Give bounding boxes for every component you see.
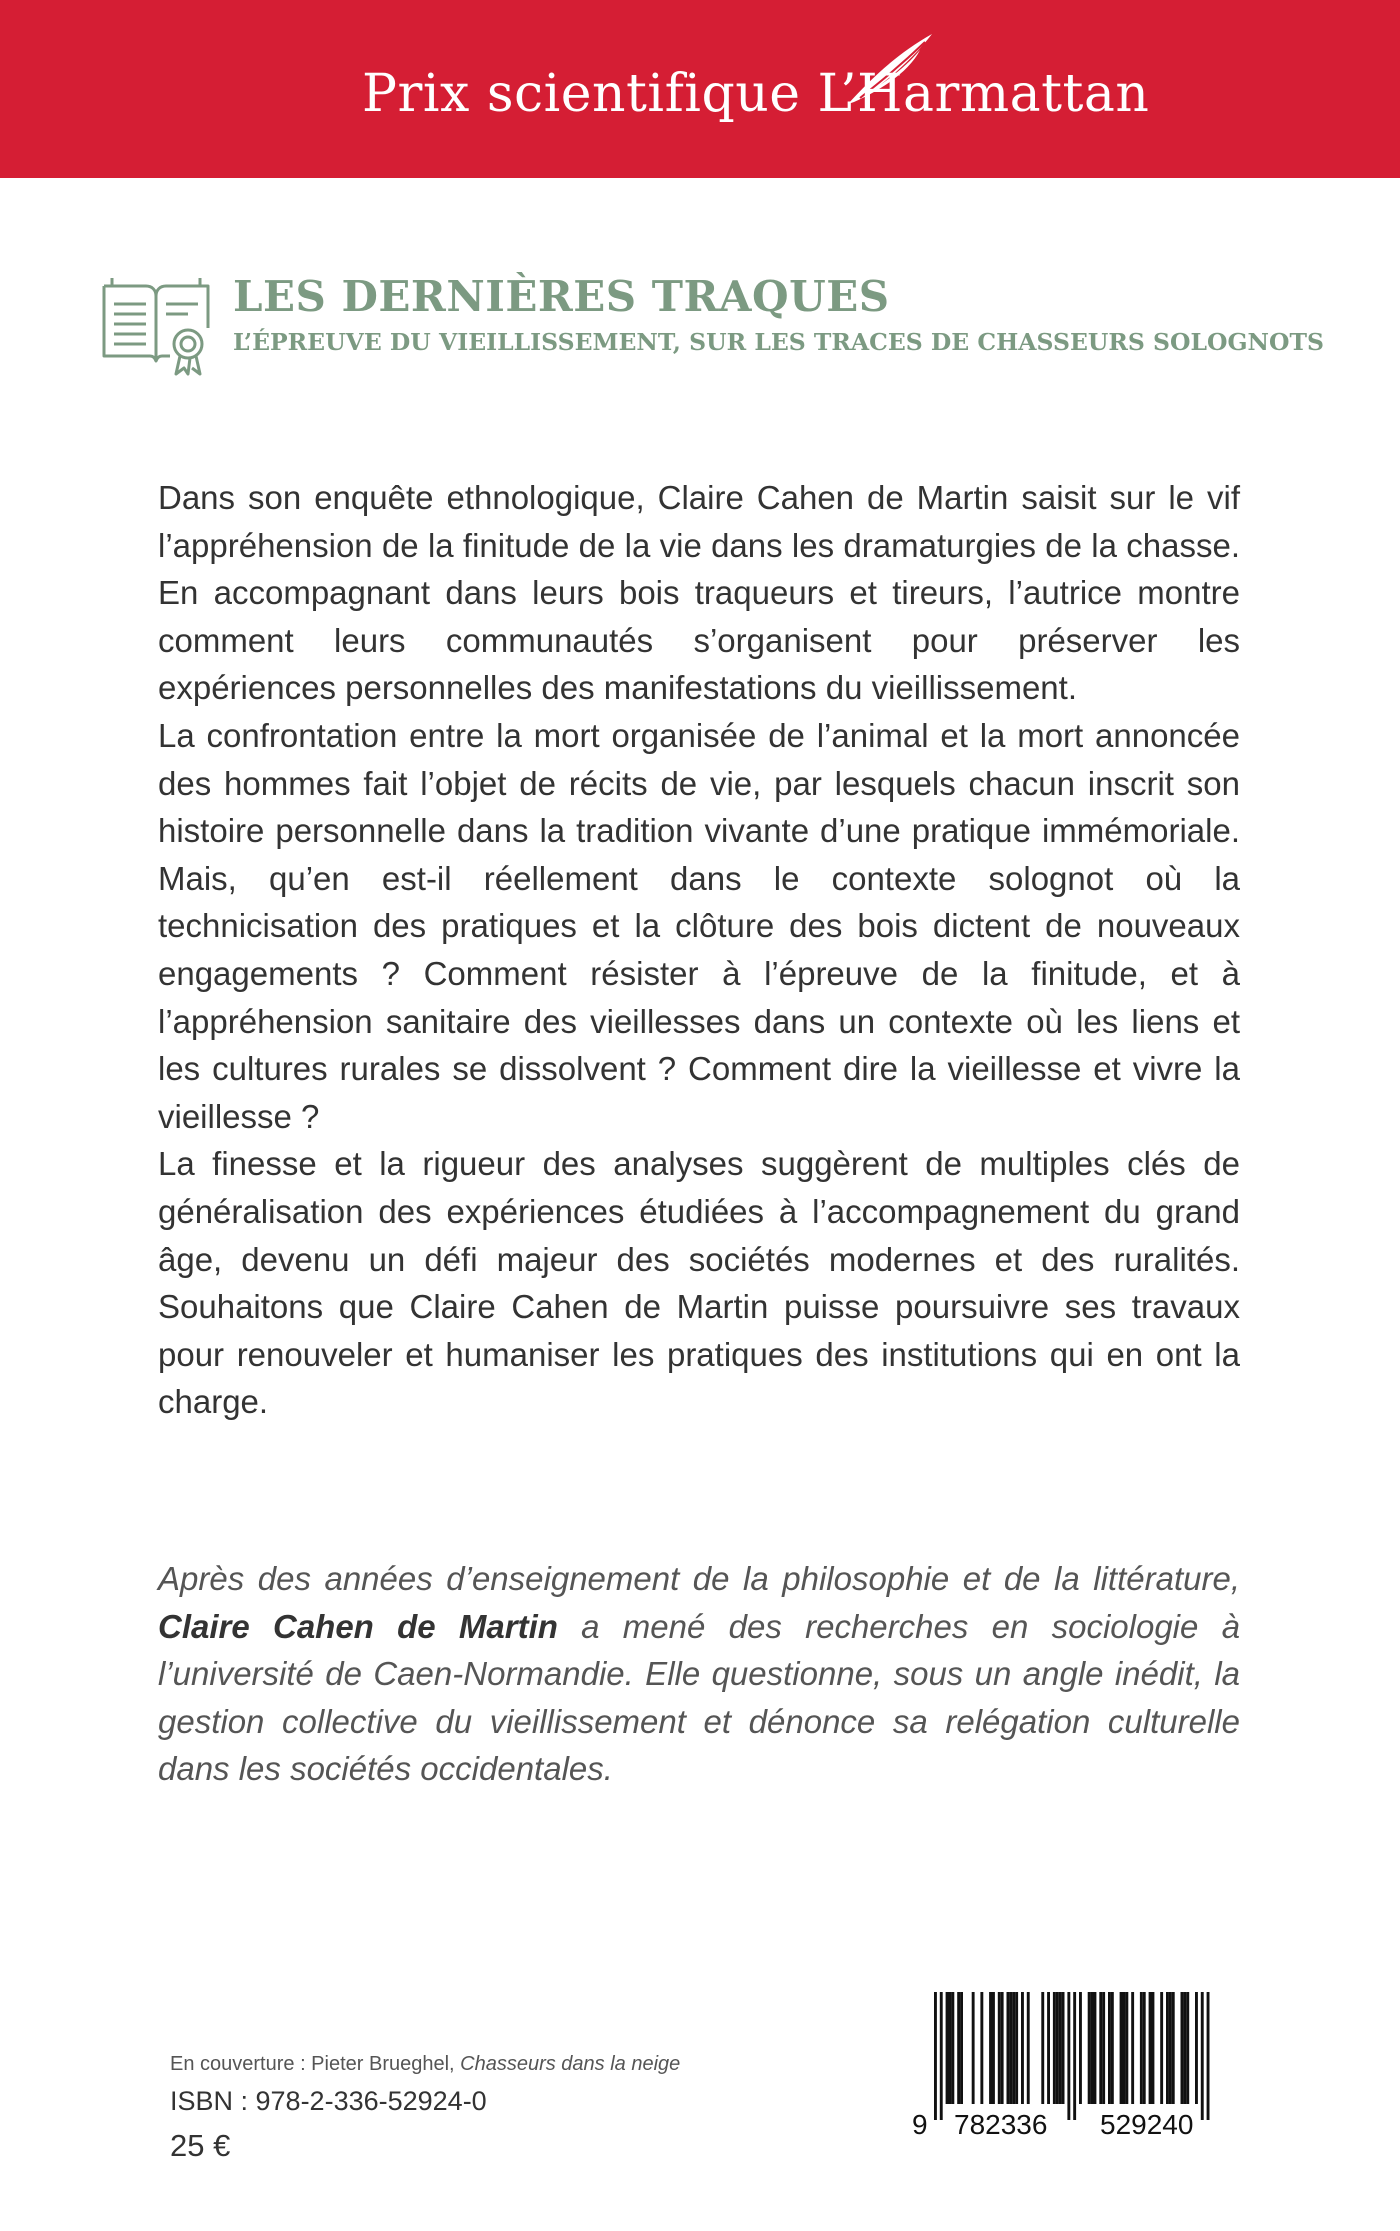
barcode-bar xyxy=(1160,1992,1163,2104)
barcode-bar xyxy=(940,1992,943,2120)
barcode-bar xyxy=(1056,1992,1059,2104)
header-banner xyxy=(0,0,1400,178)
barcode-bar xyxy=(1183,1992,1186,2104)
barcode-bar xyxy=(1207,1992,1210,2120)
barcode-bar xyxy=(1053,1992,1056,2104)
barcode-left-digits: 782336 xyxy=(954,2109,1048,2140)
cover-credit-prefix: En couverture : Pieter Brueghel, xyxy=(170,2053,461,2075)
barcode-bar xyxy=(946,1992,949,2104)
barcode-bar xyxy=(1102,1992,1105,2104)
barcode-bar xyxy=(1015,1992,1018,2104)
book-description xyxy=(158,474,1240,1426)
barcode-bar xyxy=(1131,1992,1134,2104)
barcode-bar xyxy=(1094,1992,1097,2104)
description-paragraph-2: La confrontation entre la mort organisée de l’animal et la mort annoncée des hommes fait l’objet de récits de vie, par lesquels chacun inscrit son histoire personnelle dans la tradition vivante d’une pratique immémoriale. Mais, qu’en est-il réellement dans le contexte solognot où la technicisation des pratiques et la clôture des bois dictent de nouveaux engagements ? Comment résister à l’épreuve de la finitude, et à l’appréhension sanitaire des vieillesses dans un contexte où les liens et les cultures rurales se dissolvent ? Comment dire la vieillesse et vivre la vieillesse ? xyxy=(158,716,1240,1135)
barcode-bar xyxy=(1041,1992,1044,2104)
barcode-bar xyxy=(949,1992,952,2104)
cover-credit xyxy=(170,2053,680,2076)
book-certificate-icon xyxy=(100,272,212,376)
barcode-bar xyxy=(1021,1992,1024,2104)
barcode-bar xyxy=(1091,1992,1094,2104)
barcode-bar xyxy=(1186,1992,1189,2104)
barcode-bar xyxy=(1007,1992,1010,2104)
barcode-bar xyxy=(1172,1992,1175,2104)
prize-label: Prix scientifique L’Harmattan xyxy=(362,64,1150,124)
barcode-bar xyxy=(1149,1992,1152,2104)
isbn: ISBN : 978-2-336-52924-0 xyxy=(170,2086,487,2116)
barcode-bar xyxy=(1201,1992,1204,2120)
barcode-bar xyxy=(934,1992,937,2120)
barcode-bar xyxy=(1123,1992,1126,2104)
barcode-bar xyxy=(1111,1992,1114,2104)
barcode-bar xyxy=(960,1992,963,2104)
author-bio xyxy=(158,1555,1240,1793)
book-subtitle: L’ÉPREUVE DU VIEILLISSEMENT, SUR LES TRACES DE CHASSEURS SOLOGNOTS xyxy=(233,328,1324,356)
barcode-bar xyxy=(972,1992,975,2104)
barcode-bar xyxy=(1027,1992,1030,2104)
barcode-bar xyxy=(1062,1992,1065,2104)
cover-painting-title: Chasseurs dans la neige xyxy=(460,2053,681,2075)
barcode-bar xyxy=(1012,1992,1015,2104)
barcode-bar xyxy=(1125,1992,1128,2104)
barcode-bar xyxy=(998,1992,1001,2104)
barcode-bar xyxy=(957,1992,960,2104)
book-title: LES DERNIÈRES TRAQUES xyxy=(233,272,890,321)
barcode-right-digits: 529240 xyxy=(1100,2109,1194,2140)
barcode-bar xyxy=(1195,1992,1198,2104)
price: 25 € xyxy=(170,2128,231,2163)
barcode-bar xyxy=(1169,1992,1172,2104)
barcode-bar xyxy=(1181,1992,1184,2104)
barcode-bar xyxy=(1120,1992,1123,2104)
barcode-bar xyxy=(1166,1992,1169,2104)
barcode-bar xyxy=(1059,1992,1062,2104)
description-paragraph-1: Dans son enquête ethnologique, Claire Cahen de Martin saisit sur le vif l’appréhension de la finitude de la vie dans les dramaturgies de la chasse. En accompagnant dans leurs bois traqueurs et tireurs, l’autrice montre comment leurs communautés s’organisent pour préserver les expériences personnelles des manifestations du vieillissement. xyxy=(158,479,1240,707)
barcode-bar xyxy=(1009,1992,1012,2104)
barcode-bar xyxy=(1001,1992,1004,2104)
barcode-bar xyxy=(989,1992,992,2104)
author-name: Claire Cahen de Martin xyxy=(158,1607,558,1645)
bio-rest: a mené des recherches en sociologie à l’université de Caen-Normandie. Elle questionne, sous un angle inédit, la gestion collective du vieillissement et dénonce sa relégation culturelle dans les sociétés occidentales. xyxy=(158,1607,1240,1788)
barcode-bar xyxy=(1143,1992,1146,2104)
barcode-bar xyxy=(1079,1992,1082,2104)
barcode-bar xyxy=(992,1992,995,2104)
barcode-bar xyxy=(1047,1992,1050,2104)
barcode-bar xyxy=(1073,1992,1076,2120)
bio-intro: Après des années d’enseignement de la philosophie et de la littérature, xyxy=(158,1560,1240,1597)
barcode-lead-digit: 9 xyxy=(912,2109,928,2140)
barcode-bars xyxy=(934,1992,1210,2120)
barcode-bar xyxy=(1140,1992,1143,2104)
barcode-bar xyxy=(1088,1992,1091,2104)
barcode-bar xyxy=(1108,1992,1111,2104)
barcode-bar xyxy=(1067,1992,1070,2120)
barcode xyxy=(904,1990,1234,2140)
barcode-bar xyxy=(951,1992,954,2104)
barcode-bar xyxy=(980,1992,983,2104)
barcode-bar xyxy=(1099,1992,1102,2104)
barcode-bar xyxy=(1152,1992,1155,2104)
description-paragraph-3: La finesse et la rigueur des analyses suggèrent de multiples clés de généralisation des expériences étudiées à l’accompagnement du grand âge, devenu un défi majeur des sociétés modernes et des ruralités. Souhaitons que Claire Cahen de Martin puisse poursuivre ses travaux pour renouveler et humaniser les pratiques des institutions qui en ont la charge. xyxy=(158,1145,1240,1421)
